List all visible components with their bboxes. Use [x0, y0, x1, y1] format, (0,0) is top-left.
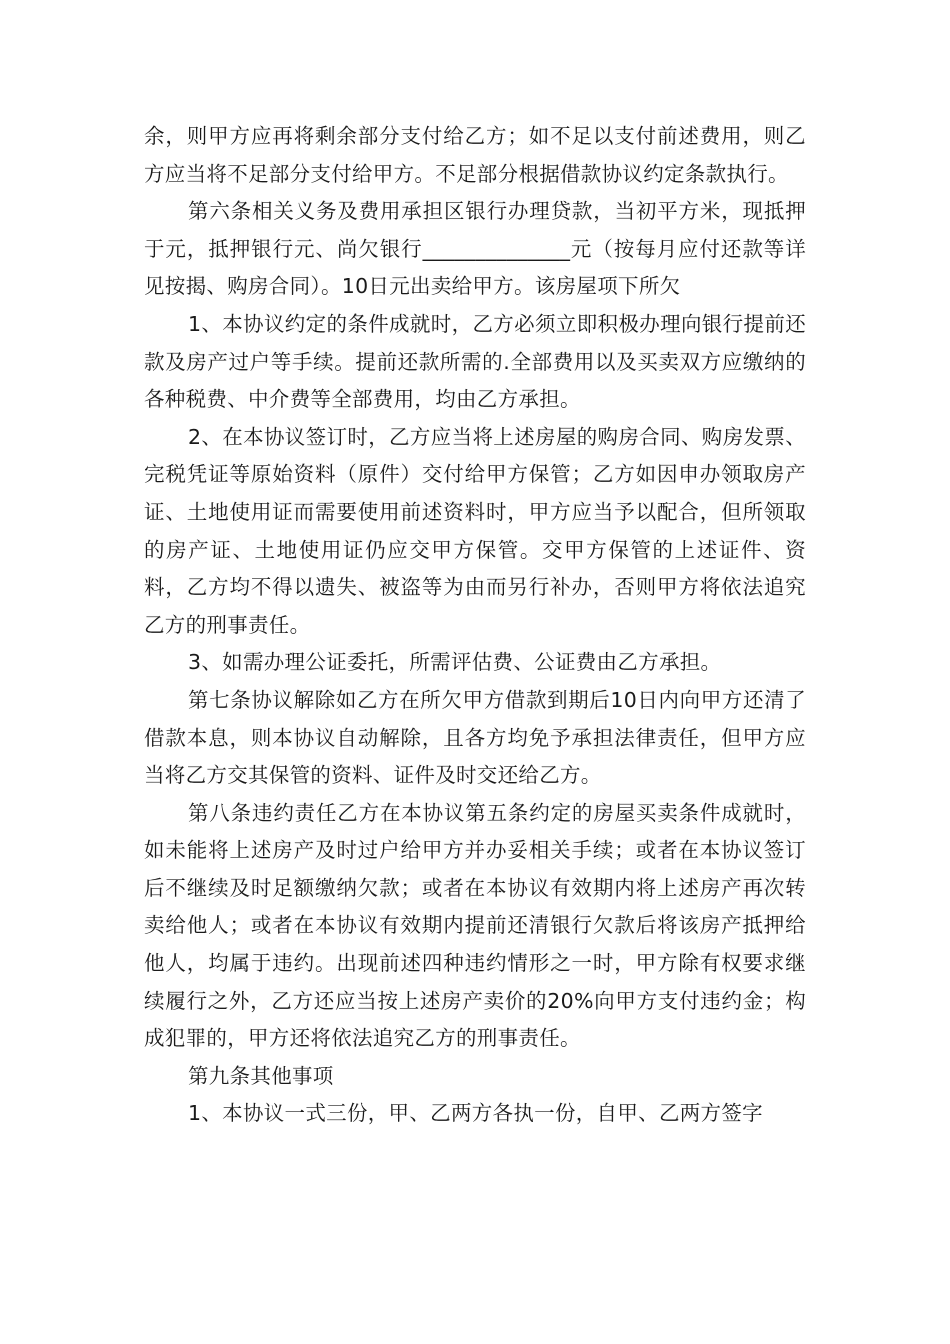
paragraph-item-2: 2、在本协议签订时，乙方应当将上述房屋的购房合同、购房发票、完税凭证等原始资料（原件）交付给甲方保管；乙方如因申办领取房产证、土地使用证而需要使用前述资料时，甲方应当予以配合，但所领取的房产证、土地使用证仍应交甲方保管。交甲方保管的上述证件、资料，乙方均不得以遗失、被盗等为由而另行补办，否则甲方将依法追究乙方的刑事责任。 — [144, 424, 806, 637]
paragraph-article-9-heading: 第九条其他事项 — [188, 1063, 334, 1088]
paragraph-article-8: 第八条违约责任乙方在本协议第五条约定的房屋买卖条件成就时，如未能将上述房产及时过户给甲方并办妥相关手续；或者在本协议签订后不继续及时足额缴纳欠款；或者在本协议有效期内将上述房产再次转卖给他人；或者在本协议有效期内提前还清银行欠款后将该房产抵押给他人，均属于违约。出现前述四种违约情形之一时，甲方除有权要求继续履行之外，乙方还应当按上述房产卖价的20%向甲方支付违约金；构成犯罪的，甲方还将依法追究乙方的刑事责任。 — [144, 800, 806, 1051]
paragraph-article-6: 第六条相关义务及费用承担区银行办理贷款，当初平方米，现抵押于元，抵押银行元、尚欠银行______________元（按每月应付还款等详见按揭、购房合同）。10日元出卖给甲方。该房屋项下所欠 — [144, 199, 806, 299]
paragraph-item-3: 3、如需办理公证委托，所需评估费、公证费由乙方承担。 — [188, 650, 722, 675]
paragraph-item-1: 1、本协议约定的条件成就时，乙方必须立即积极办理向银行提前还款及房产过户等手续。提前还款所需的.全部费用以及买卖双方应缴纳的各种税费、中介费等全部费用，均由乙方承担。 — [144, 311, 806, 412]
paragraph-article-7: 第七条协议解除如乙方在所欠甲方借款到期后10日内向甲方还清了借款本息，则本协议自动解除，且各方均免予承担法律责任，但甲方应当将乙方交其保管的资料、证件及时交还给乙方。 — [144, 687, 806, 788]
document-body — [144, 118, 806, 1133]
paragraph-article-9-item-1: 1、本协议一式三份，甲、乙两方各执一份，自甲、乙两方签字 — [188, 1101, 763, 1126]
paragraph-continuation: 余，则甲方应再将剩余部分支付给乙方；如不足以支付前述费用，则乙方应当将不足部分支付给甲方。不足部分根据借款协议约定条款执行。 — [144, 124, 806, 186]
